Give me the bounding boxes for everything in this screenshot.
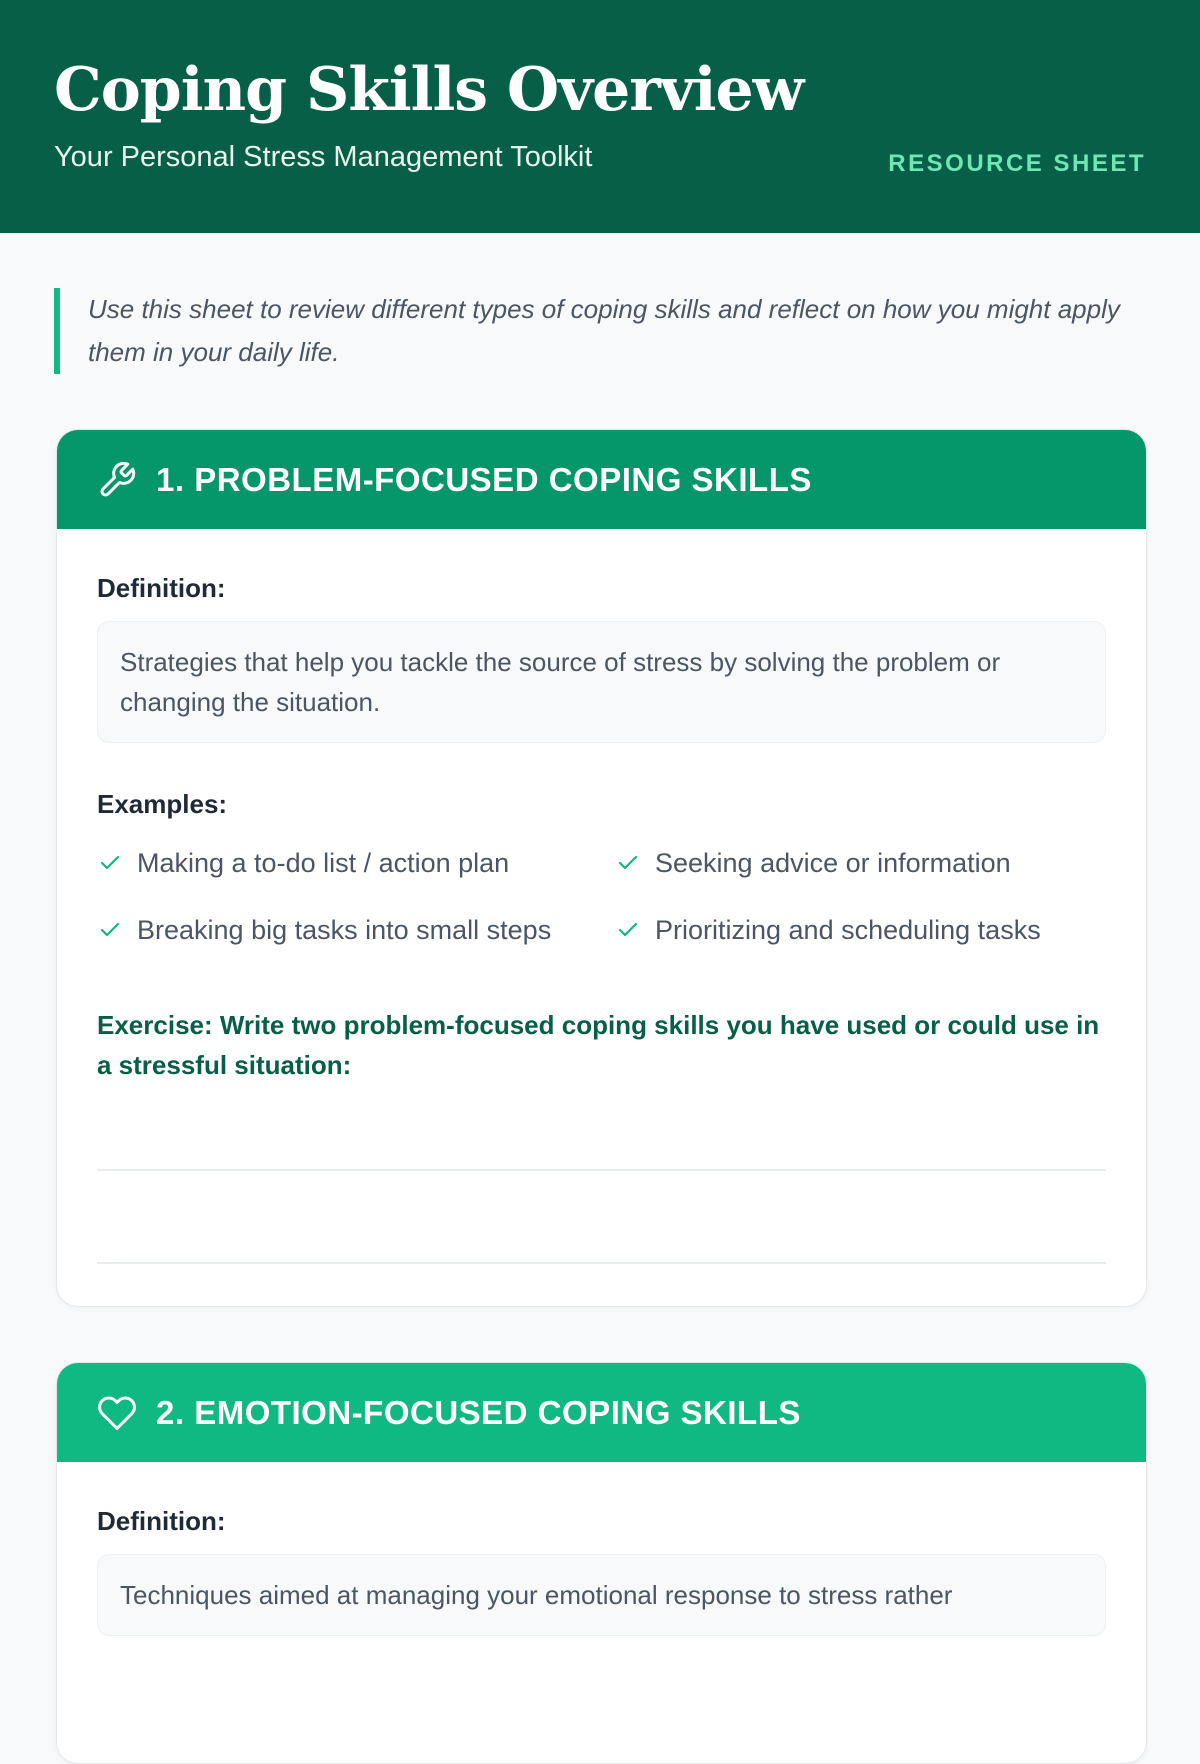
section-title: 1. PROBLEM-FOCUSED COPING SKILLS	[156, 460, 812, 498]
section-title: 2. EMOTION-FOCUSED COPING SKILLS	[156, 1393, 801, 1431]
list-item	[615, 845, 1011, 881]
intro-note: Use this sheet to review different types of coping skills and reflect on how you might apply them in your daily life.	[54, 288, 1134, 374]
check-icon	[97, 917, 123, 943]
section-header	[57, 1363, 1146, 1462]
list-item	[97, 912, 551, 948]
check-icon	[615, 850, 641, 876]
resource-sheet-tag: RESOURCE SHEET	[888, 150, 1146, 177]
definition-box: Techniques aimed at managing your emotional response to stress rather	[97, 1554, 1106, 1636]
section-header	[57, 430, 1146, 529]
example-text: Making a to-do list / action plan	[137, 848, 510, 878]
exercise-prompt: Exercise: Write two problem-focused coping skills you have used or could use in a stressful situation:	[97, 1010, 1100, 1080]
page-subtitle: Your Personal Stress Management Toolkit	[54, 141, 593, 173]
heart-icon	[97, 1393, 137, 1433]
example-text: Seeking advice or information	[655, 848, 1011, 878]
answer-line-1[interactable]	[97, 1169, 1106, 1171]
check-icon	[615, 917, 641, 943]
list-item	[97, 845, 509, 881]
definition-box: Strategies that help you tackle the source of stress by solving the problem or changing the situation.	[97, 621, 1106, 743]
page-title: Coping Skills Overview	[54, 55, 804, 125]
wrench-icon	[97, 460, 137, 500]
definition-label: Definition:	[97, 573, 226, 603]
section-card-emotion-focused	[56, 1362, 1147, 1764]
example-text: Prioritizing and scheduling tasks	[655, 915, 1041, 945]
page-header	[0, 0, 1200, 233]
section-card-problem-focused	[56, 429, 1147, 1307]
list-item	[615, 912, 1041, 948]
answer-line-2[interactable]	[97, 1262, 1106, 1264]
definition-label: Definition:	[97, 1506, 226, 1536]
check-icon	[97, 850, 123, 876]
example-text: Breaking big tasks into small steps	[137, 915, 552, 945]
examples-label: Examples:	[97, 789, 228, 819]
